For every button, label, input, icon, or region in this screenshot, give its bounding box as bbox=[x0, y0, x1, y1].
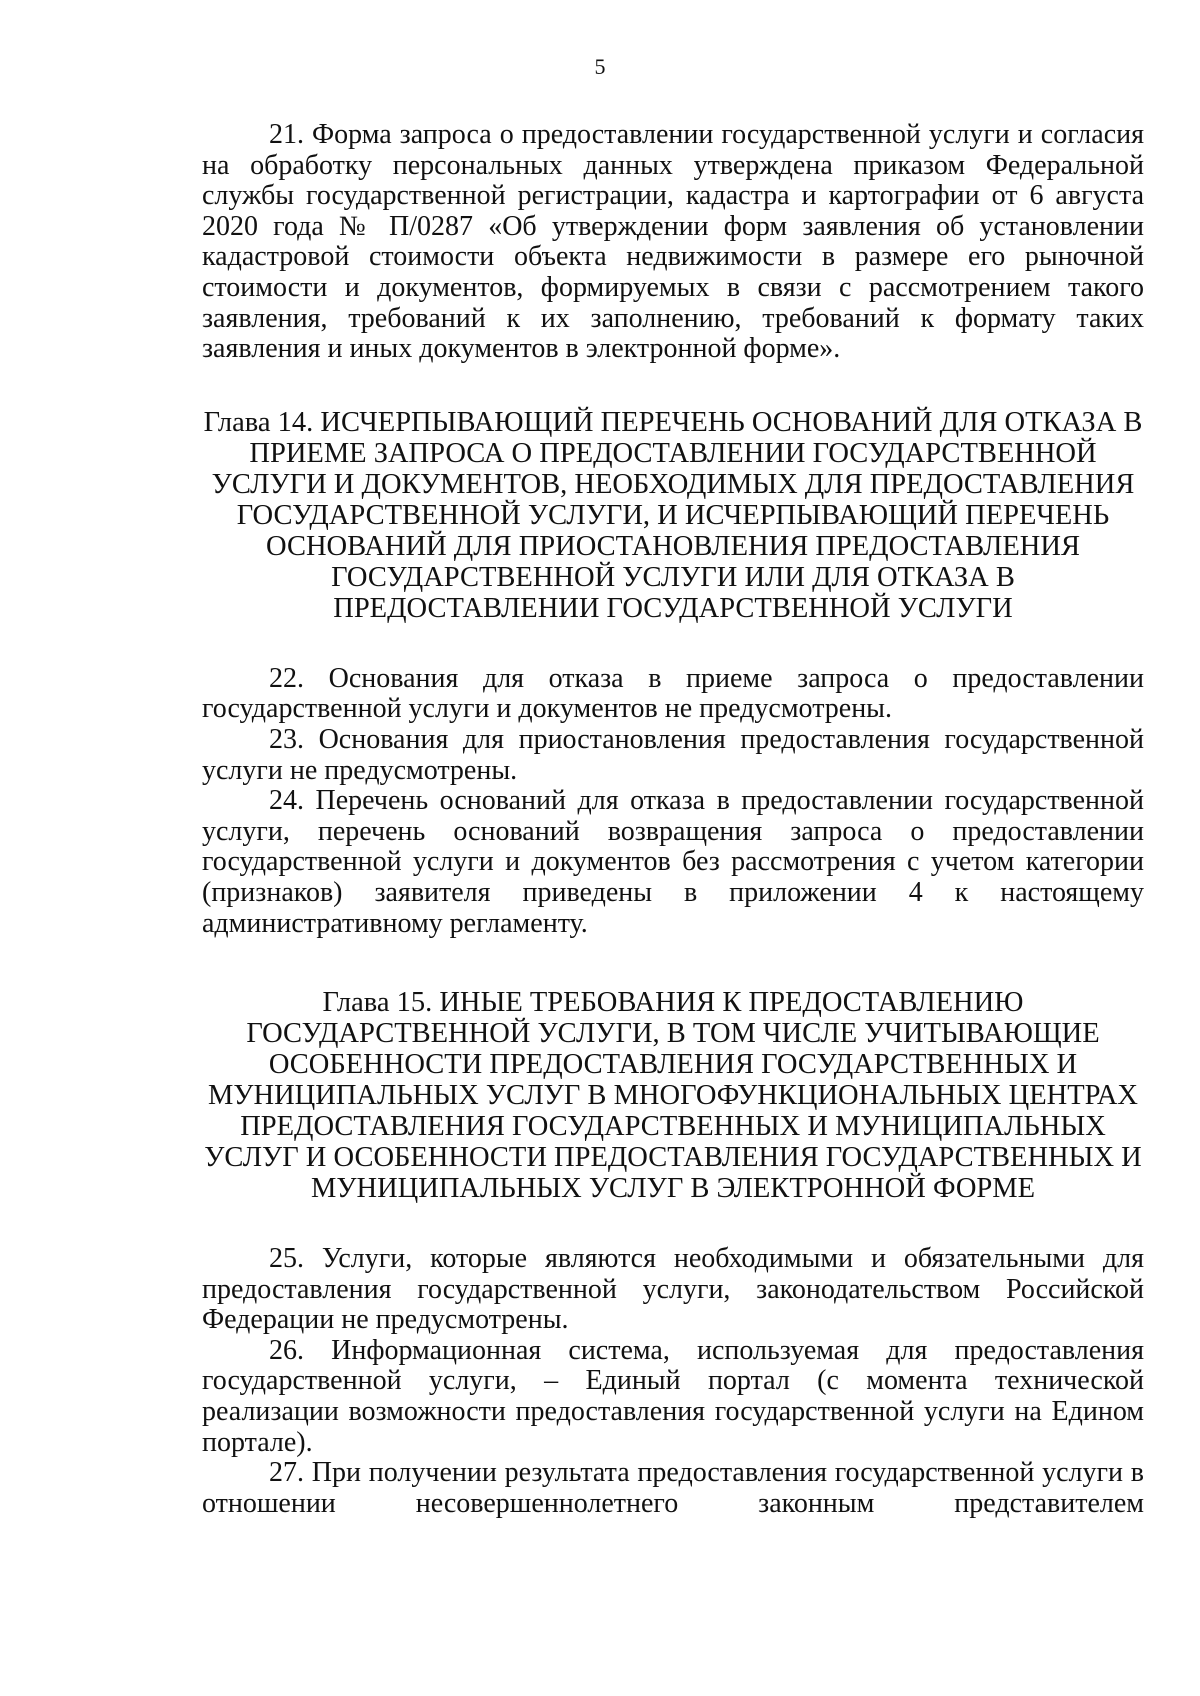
paragraph-21: 21. Форма запроса о предоставлении государственной услуги и согласия на обработку персональных данных утверждена приказом Федеральной службы государственной регистрации, кадастра и картографии от 6 августа 2020 года № П/0287 «Об утверждении форм заявления об установлении кадастровой стоимости объекта недвижимости в размере его рыночной стоимости и документов, формируемых в связи с рассмотрением такого заявления, требований к их заполнению, требований к формату таких заявления и иных документов в электронной форме». bbox=[202, 119, 1144, 365]
chapter-15-heading: Глава 15. ИНЫЕ ТРЕБОВАНИЯ К ПРЕДОСТАВЛЕНИЮ ГОСУДАРСТВЕННОЙ УСЛУГИ, В ТОМ ЧИСЛЕ УЧИТЫВАЮЩИЕ ОСОБЕННОСТИ ПРЕДОСТАВЛЕНИЯ ГОСУДАРСТВЕННЫХ И МУНИЦИПАЛЬНЫХ УСЛУГ В МНОГОФУНКЦИОНАЛЬНЫХ ЦЕНТРАХ ПРЕДОСТАВЛЕНИЯ ГОСУДАРСТВЕННЫХ И МУНИЦИПАЛЬНЫХ УСЛУГ И ОСОБЕННОСТИ ПРЕДОСТАВЛЕНИЯ ГОСУДАРСТВЕННЫХ И МУНИЦИПАЛЬНЫХ УСЛУГ В ЭЛЕКТРОННОЙ ФОРМЕ bbox=[204, 987, 1142, 1205]
paragraph-25: 25. Услуги, которые являются необходимыми и обязательными для предоставления государственной услуги, законодательством Российской Федерации не предусмотрены. bbox=[202, 1243, 1144, 1336]
paragraph-27: 27. При получении результата предоставления государственной услуги в отношении несовершеннолетнего законным представителем bbox=[202, 1457, 1144, 1519]
paragraph-26: 26. Информационная система, используемая для предоставления государственной услуги, – Единый портал (с момента технической реализации возможности предоставления государственной услуги на Едином портале). bbox=[202, 1334, 1144, 1458]
paragraph-24: 24. Перечень оснований для отказа в предоставлении государственной услуги, перечень оснований возвращения запроса о предоставлении государственной услуги и документов без рассмотрения с учетом категории (признаков) заявителя приведены в приложении 4 к настоящему административному регламенту. bbox=[202, 785, 1144, 939]
document-body bbox=[202, 120, 1144, 1519]
paragraph-22: 22. Основания для отказа в приеме запроса о предоставлении государственной услуги и документов не предусмотрены. bbox=[202, 662, 1144, 725]
page-number: 5 bbox=[594, 54, 606, 79]
chapter-14-heading: Глава 14. ИСЧЕРПЫВАЮЩИЙ ПЕРЕЧЕНЬ ОСНОВАНИЙ ДЛЯ ОТКАЗА В ПРИЕМЕ ЗАПРОСА О ПРЕДОСТАВЛЕНИИ ГОСУДАРСТВЕННОЙ УСЛУГИ И ДОКУМЕНТОВ, НЕОБХОДИМЫХ ДЛЯ ПРЕДОСТАВЛЕНИЯ ГОСУДАРСТВЕННОЙ УСЛУГИ, И ИСЧЕРПЫВАЮЩИЙ ПЕРЕЧЕНЬ ОСНОВАНИЙ ДЛЯ ПРИОСТАНОВЛЕНИЯ ПРЕДОСТАВЛЕНИЯ ГОСУДАРСТВЕННОЙ УСЛУГИ ИЛИ ДЛЯ ОТКАЗА В ПРЕДОСТАВЛЕНИИ ГОСУДАРСТВЕННОЙ УСЛУГИ bbox=[203, 406, 1143, 624]
paragraph-23: 23. Основания для приостановления предоставления государственной услуги не предусмотрены. bbox=[202, 723, 1144, 786]
